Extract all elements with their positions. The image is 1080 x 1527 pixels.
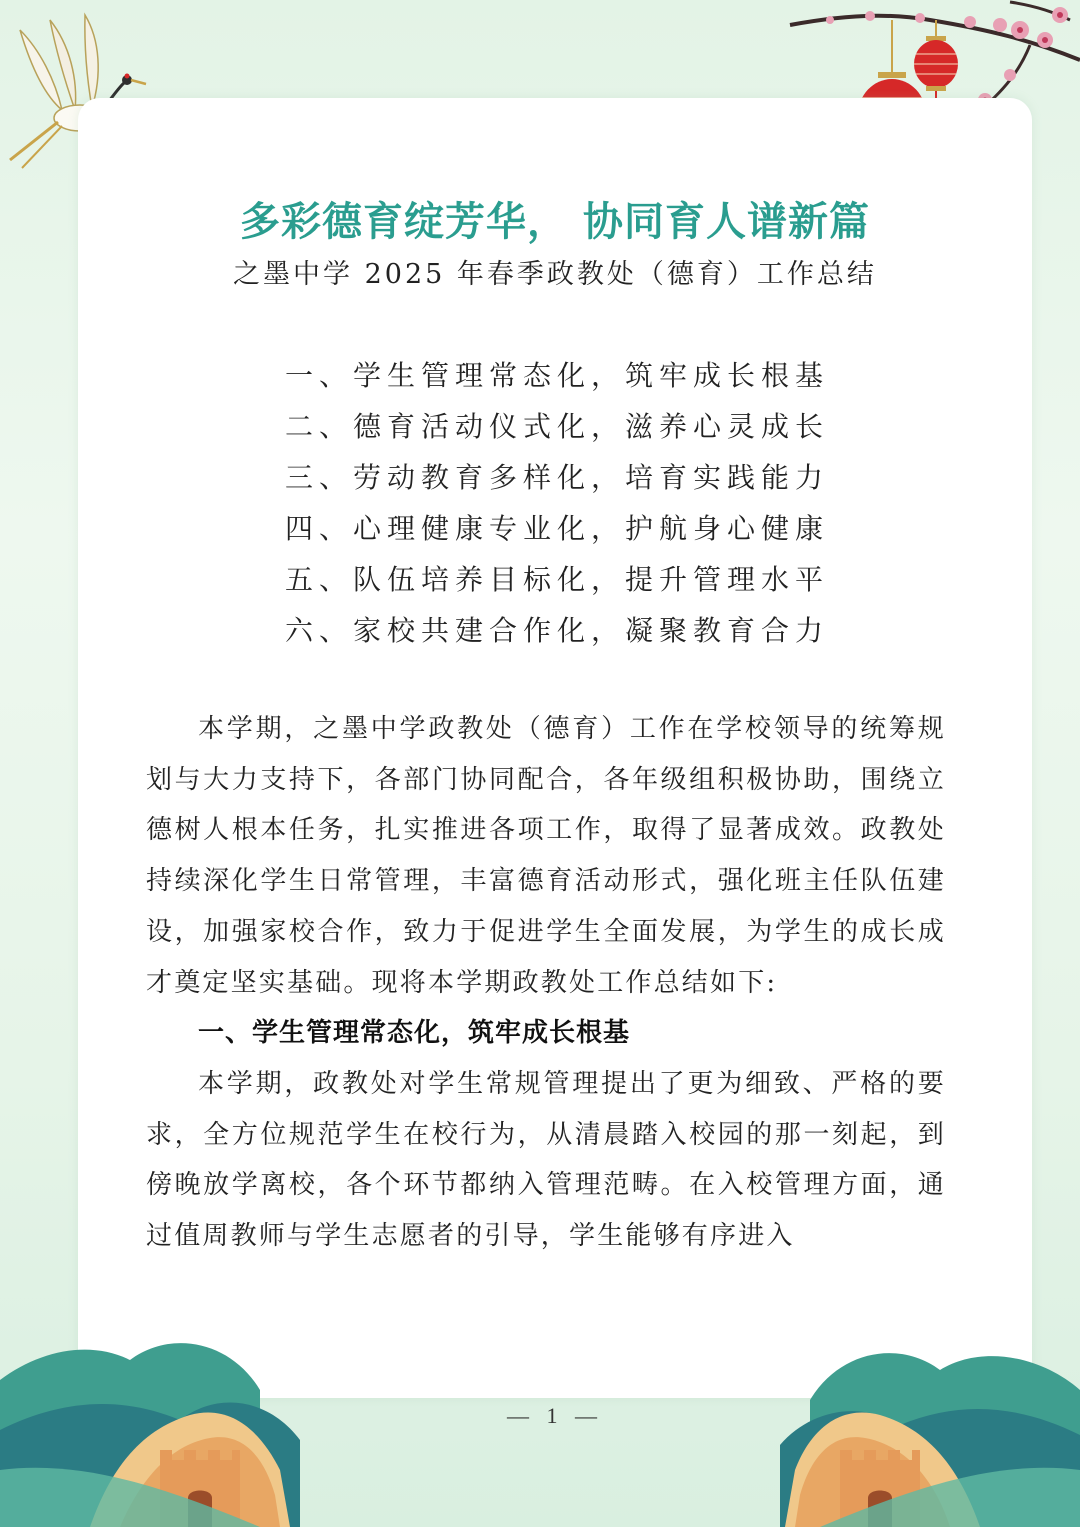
toc-item: 四、心理健康专业化，护航身心健康 [285, 512, 830, 545]
intro-paragraph: 本学期，之墨中学政教处（德育）工作在学校领导的统筹规划与大力支持下，各部门协同配合，各年级组积极协助，围绕立德树人根本任务，扎实推进各项工作，取得了显著成效。政教处持续深化学生日常管理，丰富德育活动形式，强化班主任队伍建设，加强家校合作，致力于促进学生全面发展，为学生的成长成才奠定坚实基础。现将本学期政教处工作总结如下: [146, 714, 946, 998]
toc-item: 三、劳动教育多样化，培育实践能力 [285, 461, 830, 494]
document-title: 多彩德育绽芳华， 协同育人谱新篇 [240, 198, 870, 245]
page-number: — 1 — [507, 1403, 603, 1428]
document-subtitle: 之墨中学 2025 年春季政教处（德育）工作总结 [233, 259, 877, 290]
table-of-contents [285, 350, 829, 656]
toc-item: 一、学生管理常态化，筑牢成长根基 [285, 359, 830, 392]
section-paragraph: 本学期，政教处对学生常规管理提出了更为细致、严格的要求，全方位规范学生在校行为，从清晨踏入校园的那一刻起，到傍晚放学离校，各个环节都纳入管理范畴。在入校管理方面，通过值周教师与学生志愿者的引导，学生能够有序进入 [146, 1068, 946, 1252]
toc-item: 六、家校共建合作化，凝聚教育合力 [285, 614, 830, 647]
toc-item: 二、德育活动仪式化，滋养心灵成长 [285, 410, 830, 443]
toc-item: 五、队伍培养目标化，提升管理水平 [285, 563, 830, 596]
document-body [146, 704, 946, 1262]
section-heading: 一、学生管理常态化，筑牢成长根基 [198, 1018, 631, 1049]
